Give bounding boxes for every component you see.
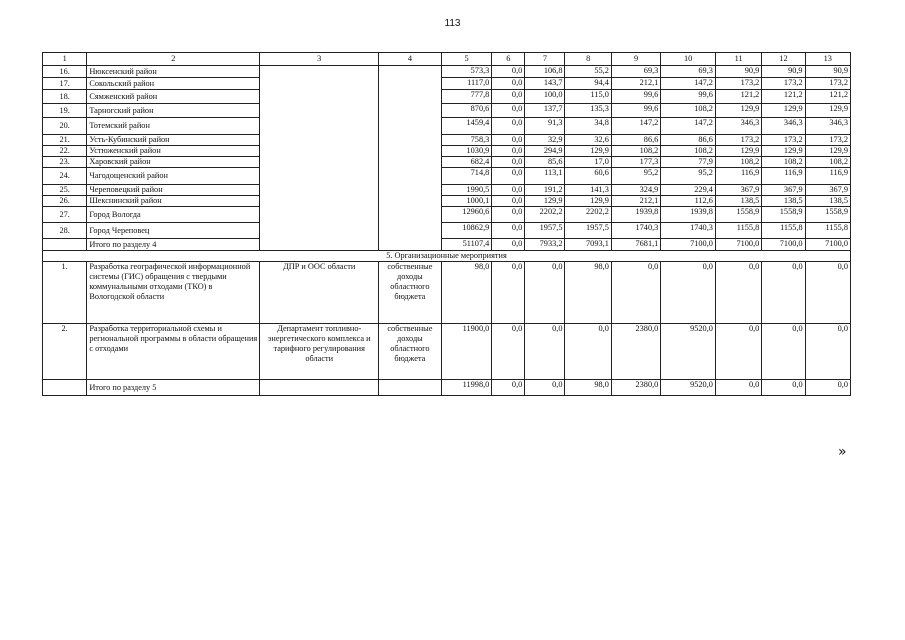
value-cell: 1459,4 [441, 118, 492, 135]
column-number-header: 4 [378, 53, 441, 66]
value-cell: 95,2 [661, 168, 716, 185]
row-number: 16. [43, 66, 87, 78]
value-cell: 1030,9 [441, 146, 492, 157]
value-cell: 108,2 [611, 146, 660, 157]
value-cell: 129,9 [715, 146, 761, 157]
table-row [43, 168, 851, 185]
table-row [43, 90, 851, 104]
total-value: 7100,0 [805, 239, 850, 251]
total-value: 7093,1 [565, 239, 611, 251]
value-cell: 0,0 [492, 196, 525, 207]
executor: Департамент топливно-энергетического комплекса и тарифного регулирования области [260, 324, 379, 380]
value-cell: 143,7 [525, 78, 565, 90]
value-cell: 173,2 [762, 135, 805, 146]
table-row [43, 104, 851, 118]
value-cell: 99,6 [611, 90, 660, 104]
table-row [43, 196, 851, 207]
value-cell: 116,9 [715, 168, 761, 185]
column-number-header: 2 [87, 53, 260, 66]
value-cell: 137,7 [525, 104, 565, 118]
value-cell: 191,2 [525, 185, 565, 196]
table-row [43, 135, 851, 146]
value-cell: 0,0 [492, 262, 525, 324]
value-cell: 777,8 [441, 90, 492, 104]
section-title: 5. Организационные мероприятия [43, 251, 851, 262]
value-cell: 212,1 [611, 196, 660, 207]
total-row-section-4 [43, 239, 851, 251]
value-cell: 367,9 [762, 185, 805, 196]
table-row [43, 146, 851, 157]
value-cell: 86,6 [661, 135, 716, 146]
value-cell: 69,3 [661, 66, 716, 78]
district-name: Шекснинский район [87, 196, 260, 207]
value-cell: 129,9 [715, 104, 761, 118]
value-cell: 0,0 [565, 324, 611, 380]
table-row [43, 78, 851, 90]
funding-source: собственные доходы областного бюджета [378, 262, 441, 324]
row-number: 1. [43, 262, 87, 324]
value-cell: 758,3 [441, 135, 492, 146]
value-cell: 91,3 [525, 118, 565, 135]
total-value: 0,0 [492, 239, 525, 251]
value-cell: 229,4 [661, 185, 716, 196]
total-label: Итого по разделу 4 [87, 239, 260, 251]
row-number: 20. [43, 118, 87, 135]
district-name: Тотемский район [87, 118, 260, 135]
column-number-header: 10 [661, 53, 716, 66]
value-cell: 90,9 [762, 66, 805, 78]
value-cell: 573,3 [441, 66, 492, 78]
table-row [43, 157, 851, 168]
value-cell: 0,0 [492, 324, 525, 380]
value-cell: 1000,1 [441, 196, 492, 207]
value-cell: 129,9 [805, 104, 850, 118]
value-cell: 870,6 [441, 104, 492, 118]
value-cell: 108,2 [762, 157, 805, 168]
value-cell: 212,1 [611, 78, 660, 90]
value-cell: 367,9 [715, 185, 761, 196]
value-cell: 108,2 [805, 157, 850, 168]
district-name: Тарногский район [87, 104, 260, 118]
value-cell: 0,0 [492, 207, 525, 223]
total-value: 98,0 [565, 380, 611, 396]
district-name: Харовский район [87, 157, 260, 168]
value-cell: 112,6 [661, 196, 716, 207]
row-number: 21. [43, 135, 87, 146]
value-cell: 60,6 [565, 168, 611, 185]
value-cell: 138,5 [715, 196, 761, 207]
value-cell: 147,2 [661, 78, 716, 90]
value-cell: 2380,0 [611, 324, 660, 380]
value-cell: 0,0 [492, 78, 525, 90]
value-cell: 138,5 [762, 196, 805, 207]
value-cell: 135,3 [565, 104, 611, 118]
value-cell: 2202,2 [565, 207, 611, 223]
total-value: 0,0 [492, 380, 525, 396]
value-cell: 85,6 [525, 157, 565, 168]
value-cell: 346,3 [805, 118, 850, 135]
executor-cell-empty [260, 66, 379, 251]
row-number: 19. [43, 104, 87, 118]
source-cell-empty [378, 380, 441, 396]
value-cell: 108,2 [661, 104, 716, 118]
value-cell: 346,3 [762, 118, 805, 135]
value-cell: 0,0 [492, 118, 525, 135]
value-cell: 32,9 [525, 135, 565, 146]
column-number-header: 6 [492, 53, 525, 66]
value-cell: 0,0 [492, 66, 525, 78]
value-cell: 115,0 [565, 90, 611, 104]
value-cell: 1740,3 [611, 223, 660, 239]
value-cell: 294,9 [525, 146, 565, 157]
total-value: 0,0 [762, 380, 805, 396]
district-name: Чагодощенский район [87, 168, 260, 185]
value-cell: 108,2 [661, 146, 716, 157]
table-row [43, 66, 851, 78]
column-number-header: 5 [441, 53, 492, 66]
value-cell: 0,0 [661, 262, 716, 324]
value-cell: 0,0 [805, 262, 850, 324]
value-cell: 173,2 [805, 135, 850, 146]
value-cell: 69,3 [611, 66, 660, 78]
value-cell: 129,9 [762, 146, 805, 157]
column-number-header: 9 [611, 53, 660, 66]
value-cell: 1155,8 [805, 223, 850, 239]
total-value: 0,0 [525, 380, 565, 396]
value-cell: 99,6 [611, 104, 660, 118]
total-value: 7100,0 [762, 239, 805, 251]
value-cell: 98,0 [441, 262, 492, 324]
value-cell: 173,2 [762, 78, 805, 90]
row-number-empty [43, 380, 87, 396]
row-number-empty [43, 239, 87, 251]
table-row [43, 207, 851, 223]
value-cell: 1939,8 [661, 207, 716, 223]
column-number-header: 1 [43, 53, 87, 66]
value-cell: 0,0 [805, 324, 850, 380]
value-cell: 367,9 [805, 185, 850, 196]
total-label: Итого по разделу 5 [87, 380, 260, 396]
value-cell: 1939,8 [611, 207, 660, 223]
value-cell: 0,0 [611, 262, 660, 324]
value-cell: 98,0 [565, 262, 611, 324]
value-cell: 86,6 [611, 135, 660, 146]
district-name: Нюксенский район [87, 66, 260, 78]
row-number: 22. [43, 146, 87, 157]
row-number: 18. [43, 90, 87, 104]
value-cell: 714,8 [441, 168, 492, 185]
value-cell: 77,9 [661, 157, 716, 168]
activity-row [43, 262, 851, 324]
activity-row [43, 324, 851, 380]
district-name: Устюженский район [87, 146, 260, 157]
total-value: 7100,0 [661, 239, 716, 251]
value-cell: 121,2 [762, 90, 805, 104]
value-cell: 1155,8 [715, 223, 761, 239]
value-cell: 324,9 [611, 185, 660, 196]
section-5-header-row [43, 251, 851, 262]
value-cell: 0,0 [762, 324, 805, 380]
total-value: 7681,1 [611, 239, 660, 251]
value-cell: 0,0 [492, 104, 525, 118]
value-cell: 1558,9 [805, 207, 850, 223]
activity-name: Разработка территориальной схемы и региональной программы в области обращения с отходами [87, 324, 260, 380]
value-cell: 0,0 [492, 146, 525, 157]
value-cell: 55,2 [565, 66, 611, 78]
value-cell: 12960,6 [441, 207, 492, 223]
value-cell: 11900,0 [441, 324, 492, 380]
value-cell: 141,3 [565, 185, 611, 196]
total-value: 0,0 [715, 380, 761, 396]
value-cell: 106,8 [525, 66, 565, 78]
row-number: 26. [43, 196, 87, 207]
value-cell: 10862,9 [441, 223, 492, 239]
value-cell: 0,0 [525, 262, 565, 324]
district-name: Сямженский район [87, 90, 260, 104]
value-cell: 129,9 [565, 196, 611, 207]
value-cell: 90,9 [805, 66, 850, 78]
value-cell: 17,0 [565, 157, 611, 168]
value-cell: 1990,5 [441, 185, 492, 196]
value-cell: 100,0 [525, 90, 565, 104]
value-cell: 95,2 [611, 168, 660, 185]
budget-table [42, 52, 851, 396]
row-number: 25. [43, 185, 87, 196]
value-cell: 1957,5 [525, 223, 565, 239]
value-cell: 1155,8 [762, 223, 805, 239]
value-cell: 173,2 [715, 135, 761, 146]
table-row [43, 223, 851, 239]
row-number: 27. [43, 207, 87, 223]
value-cell: 0,0 [492, 185, 525, 196]
value-cell: 9520,0 [661, 324, 716, 380]
row-number: 28. [43, 223, 87, 239]
value-cell: 99,6 [661, 90, 716, 104]
executor: ДПР и ООС области [260, 262, 379, 324]
value-cell: 0,0 [715, 262, 761, 324]
column-number-row [43, 53, 851, 66]
value-cell: 121,2 [805, 90, 850, 104]
page-number: 113 [444, 18, 461, 29]
value-cell: 129,9 [565, 146, 611, 157]
value-cell: 90,9 [715, 66, 761, 78]
value-cell: 0,0 [492, 168, 525, 185]
district-name: Череповецкий район [87, 185, 260, 196]
column-number-header: 13 [805, 53, 850, 66]
total-value: 2380,0 [611, 380, 660, 396]
value-cell: 129,9 [805, 146, 850, 157]
district-name: Сокольский район [87, 78, 260, 90]
value-cell: 682,4 [441, 157, 492, 168]
value-cell: 0,0 [492, 90, 525, 104]
value-cell: 2202,2 [525, 207, 565, 223]
row-number: 23. [43, 157, 87, 168]
district-name: Город Череповец [87, 223, 260, 239]
value-cell: 1957,5 [565, 223, 611, 239]
value-cell: 1117,0 [441, 78, 492, 90]
column-number-header: 11 [715, 53, 761, 66]
closing-quote-mark: » [838, 444, 847, 460]
table-row [43, 185, 851, 196]
row-number: 17. [43, 78, 87, 90]
value-cell: 129,9 [525, 196, 565, 207]
column-number-header: 8 [565, 53, 611, 66]
district-name: Город Вологда [87, 207, 260, 223]
source-cell-empty [378, 66, 441, 251]
column-number-header: 3 [260, 53, 379, 66]
value-cell: 108,2 [715, 157, 761, 168]
activity-name: Разработка географической информационной системы (ГИС) обращения с твердыми коммунальными отходами (ТКО) в Вологодской области [87, 262, 260, 324]
value-cell: 121,2 [715, 90, 761, 104]
total-value: 7933,2 [525, 239, 565, 251]
executor-cell-empty [260, 380, 379, 396]
value-cell: 173,2 [715, 78, 761, 90]
total-value: 9520,0 [661, 380, 716, 396]
value-cell: 0,0 [492, 135, 525, 146]
value-cell: 113,1 [525, 168, 565, 185]
row-number: 2. [43, 324, 87, 380]
value-cell: 116,9 [805, 168, 850, 185]
value-cell: 138,5 [805, 196, 850, 207]
column-number-header: 12 [762, 53, 805, 66]
row-number: 24. [43, 168, 87, 185]
value-cell: 0,0 [492, 223, 525, 239]
table-row [43, 118, 851, 135]
total-value: 11998,0 [441, 380, 492, 396]
value-cell: 129,9 [762, 104, 805, 118]
value-cell: 177,3 [611, 157, 660, 168]
value-cell: 346,3 [715, 118, 761, 135]
value-cell: 0,0 [762, 262, 805, 324]
value-cell: 1558,9 [762, 207, 805, 223]
total-row-section-5 [43, 380, 851, 396]
district-name: Усть-Кубинский район [87, 135, 260, 146]
value-cell: 94,4 [565, 78, 611, 90]
total-value: 7100,0 [715, 239, 761, 251]
value-cell: 1558,9 [715, 207, 761, 223]
value-cell: 34,8 [565, 118, 611, 135]
value-cell: 32,6 [565, 135, 611, 146]
total-value: 0,0 [805, 380, 850, 396]
value-cell: 0,0 [525, 324, 565, 380]
value-cell: 1740,3 [661, 223, 716, 239]
total-value: 51107,4 [441, 239, 492, 251]
value-cell: 0,0 [715, 324, 761, 380]
funding-source: собственные доходы областного бюджета [378, 324, 441, 380]
column-number-header: 7 [525, 53, 565, 66]
value-cell: 0,0 [492, 157, 525, 168]
value-cell: 173,2 [805, 78, 850, 90]
value-cell: 147,2 [611, 118, 660, 135]
value-cell: 147,2 [661, 118, 716, 135]
value-cell: 116,9 [762, 168, 805, 185]
